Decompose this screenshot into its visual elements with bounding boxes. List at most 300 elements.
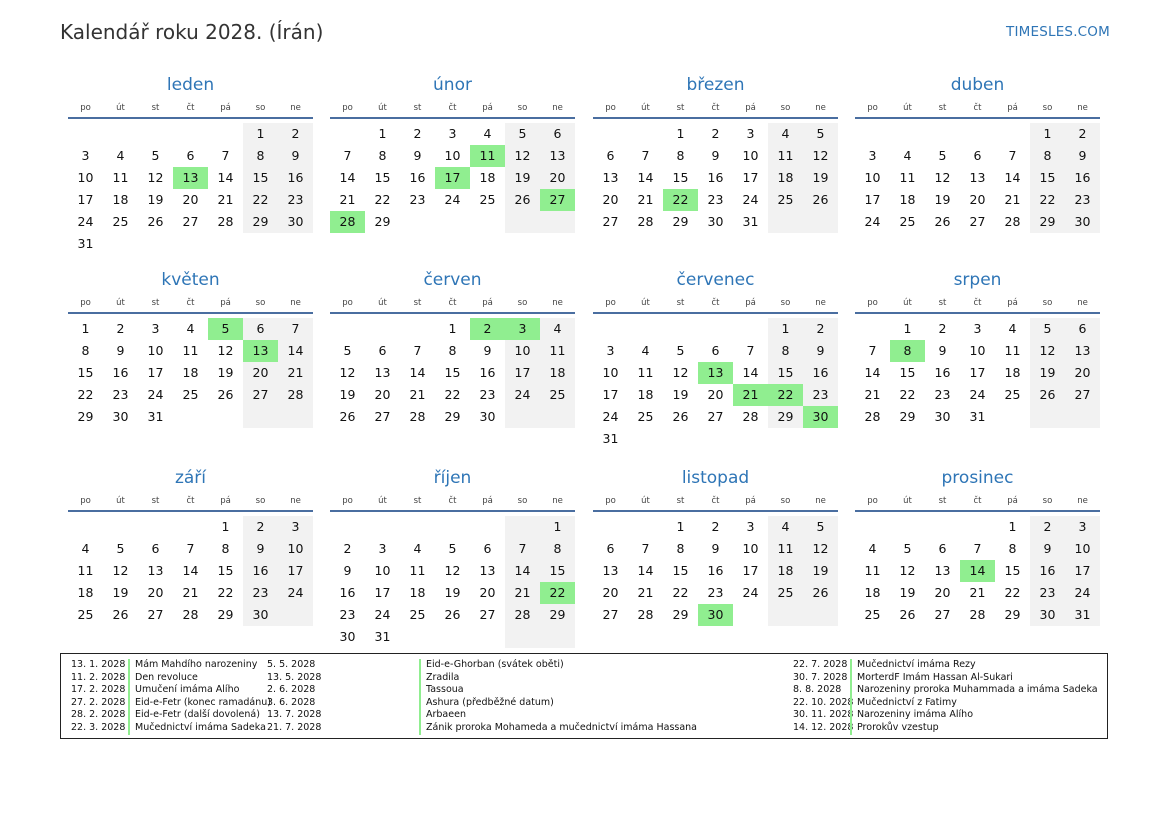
day-cell: 12 [505,145,540,167]
holiday-day-cell: 13 [173,167,208,189]
weekday-label: so [780,496,791,506]
weekday-header [68,100,313,116]
day-cell: 31 [1065,604,1100,626]
day-cell: 10 [742,148,759,163]
month-block [855,467,1100,626]
empty-cell [768,211,803,233]
day-cell: 23 [1030,582,1065,604]
day-cell: 17 [147,365,164,380]
day-cell: 28 [864,409,881,424]
holiday-day-cell: 30 [698,604,733,626]
month-divider [68,117,313,119]
day-cell: 18 [637,387,654,402]
day-cell: 16 [409,170,426,185]
brand-link[interactable]: TIMESLES.COM [1006,24,1110,40]
day-cell: 24 [864,214,881,229]
day-cell: 15 [540,560,575,582]
legend-row [71,684,271,697]
day-cell: 14 [217,170,234,185]
legend-date: 22. 7. 2028 [793,659,848,670]
empty-cell [330,318,365,340]
day-cell: 17 [742,563,759,578]
weekday-label: ne [290,103,301,113]
legend-holiday-name: Zánik proroka Mohameda a mučednictví imáma Hassana [426,721,698,733]
day-cell: 12 [934,170,951,185]
day-cell: 25 [540,384,575,406]
day-cell: 4 [1008,321,1017,336]
day-cell: 7 [221,148,230,163]
day-cell: 7 [413,343,422,358]
day-cell: 28 [637,607,654,622]
day-cell: 8 [378,148,387,163]
day-cell: 16 [1030,560,1065,582]
legend-holiday-name: Umučení imáma Alího [128,684,239,697]
day-cell: 30 [479,409,496,424]
weekday-label: st [938,298,947,308]
empty-cell [628,123,663,145]
day-cell: 12 [672,365,689,380]
day-cell: 2 [1030,516,1065,538]
month-name: září [174,468,207,488]
day-cell: 17 [742,170,759,185]
empty-cell [1030,406,1065,428]
day-cell: 30 [278,211,313,233]
empty-cell [103,516,138,538]
day-cell: 21 [969,585,986,600]
holiday-day-cell: 22 [663,189,698,211]
day-cell: 4 [413,541,422,556]
month-block [68,467,313,626]
empty-cell [365,318,400,340]
day-cell: 1 [81,321,90,336]
empty-cell [138,516,173,538]
day-cell: 17 [864,192,881,207]
day-cell: 27 [969,214,986,229]
weekday-label: čt [973,103,982,113]
day-cell: 9 [1065,145,1100,167]
day-cell: 16 [707,170,724,185]
day-grid [593,516,838,626]
legend-row [71,709,271,722]
day-cell: 14 [278,340,313,362]
legend-row [419,722,697,735]
day-cell: 19 [934,192,951,207]
day-cell: 12 [803,145,838,167]
day-cell: 14 [409,365,426,380]
weekday-label: ne [552,496,563,506]
day-cell: 2 [278,123,313,145]
day-cell: 21 [505,582,540,604]
day-cell: 7 [746,343,755,358]
day-cell: 21 [637,585,654,600]
day-grid [855,318,1100,428]
day-cell: 25 [637,409,654,424]
empty-cell [103,233,138,255]
empty-cell [593,123,628,145]
legend-row [267,697,323,710]
day-cell: 5 [803,516,838,538]
day-cell: 28 [182,607,199,622]
day-cell: 29 [540,604,575,626]
empty-cell [505,406,540,428]
day-cell: 25 [864,607,881,622]
day-cell: 26 [1030,384,1065,406]
day-cell: 12 [803,538,838,560]
weekday-label: pá [745,103,756,113]
day-cell: 11 [77,563,94,578]
day-cell: 25 [768,582,803,604]
day-cell: 5 [903,541,912,556]
legend-holiday-name: Mučednictví imáma Rezy [850,659,976,672]
weekday-header [855,100,1100,116]
holiday-day-cell: 8 [890,340,925,362]
day-cell: 12 [444,563,461,578]
weekday-label: so [780,298,791,308]
day-cell: 18 [899,192,916,207]
legend-row [71,659,271,672]
day-cell: 4 [768,516,803,538]
weekday-label: so [255,496,266,506]
day-cell: 5 [1030,318,1065,340]
day-cell: 19 [339,387,356,402]
day-cell: 11 [768,145,803,167]
month-block [330,74,575,233]
day-cell: 17 [1065,560,1100,582]
day-cell: 8 [1030,145,1065,167]
weekday-label: čt [711,496,720,506]
legend-date: 5. 5. 2028 [267,659,316,670]
month-divider [330,117,575,119]
day-cell: 8 [676,541,685,556]
day-cell: 25 [899,214,916,229]
day-cell: 5 [938,148,947,163]
weekday-label: čt [711,103,720,113]
day-cell: 10 [278,538,313,560]
month-divider [68,312,313,314]
day-cell: 4 [186,321,195,336]
day-cell: 1 [903,321,912,336]
weekday-header [855,493,1100,509]
day-cell: 20 [707,387,724,402]
empty-cell [400,211,435,233]
day-cell: 23 [243,582,278,604]
day-cell: 15 [1030,167,1065,189]
month-block [855,74,1100,233]
day-cell: 10 [969,343,986,358]
weekday-label: čt [973,496,982,506]
day-cell: 23 [934,387,951,402]
legend-row [419,684,697,697]
month-block [855,269,1100,428]
day-cell: 20 [243,362,278,384]
day-cell: 14 [182,563,199,578]
day-cell: 9 [243,538,278,560]
day-cell: 9 [116,343,125,358]
holiday-day-cell: 5 [208,318,243,340]
legend-date: 3. 6. 2028 [267,696,316,708]
day-cell: 28 [409,409,426,424]
holiday-day-cell: 14 [960,560,995,582]
day-cell: 1 [448,321,457,336]
day-cell: 15 [217,563,234,578]
legend-date: 13. 1. 2028 [71,659,126,670]
day-cell: 30 [1065,211,1100,233]
empty-cell [435,211,470,233]
month-block [68,269,313,428]
legend-column-2-names [419,659,697,735]
day-cell: 2 [803,318,838,340]
weekday-label: út [378,298,387,308]
day-cell: 2 [413,126,422,141]
day-cell: 8 [81,343,90,358]
holiday-legend [60,653,1108,739]
legend-date: 11. 2. 2028 [71,671,126,683]
day-cell: 8 [540,538,575,560]
empty-cell [628,428,663,450]
day-cell: 1 [768,318,803,340]
day-cell: 27 [243,384,278,406]
day-cell: 17 [278,560,313,582]
weekday-label: po [80,496,91,506]
empty-cell [173,406,208,428]
legend-row [793,684,1098,697]
legend-holiday-name: Narozeniny proroka Muhammada a imáma Sadeka [850,684,1098,697]
day-cell: 24 [969,387,986,402]
weekday-label: út [378,103,387,113]
day-cell: 3 [278,516,313,538]
day-cell: 10 [147,343,164,358]
day-cell: 10 [505,340,540,362]
weekday-label: po [867,496,878,506]
weekday-label: st [938,496,947,506]
day-cell: 8 [221,541,230,556]
page-title: Kalendář roku 2028. (Írán) [60,20,324,44]
weekday-label: po [342,496,353,506]
day-cell: 20 [182,192,199,207]
day-cell: 26 [217,387,234,402]
day-cell: 23 [479,387,496,402]
empty-cell [243,233,278,255]
weekday-header [593,100,838,116]
legend-row [793,697,1098,710]
legend-holiday-name: Den revoluce [128,672,198,685]
day-cell: 9 [1030,538,1065,560]
weekday-label: čt [973,298,982,308]
day-cell: 6 [938,541,947,556]
day-cell: 26 [147,214,164,229]
day-cell: 22 [444,387,461,402]
legend-row [419,709,697,722]
legend-holiday-name: Ashura (předběžné datum) [426,696,554,708]
day-cell: 13 [147,563,164,578]
day-cell: 1 [243,123,278,145]
day-cell: 20 [147,585,164,600]
day-grid [68,318,313,428]
weekday-header [593,493,838,509]
weekday-header [330,100,575,116]
day-cell: 25 [182,387,199,402]
day-cell: 6 [1065,318,1100,340]
day-cell: 23 [278,189,313,211]
day-cell: 7 [505,538,540,560]
empty-cell [733,428,768,450]
day-cell: 15 [1004,563,1021,578]
day-cell: 2 [938,321,947,336]
empty-cell [890,123,925,145]
weekday-label: ne [815,103,826,113]
day-cell: 26 [803,582,838,604]
day-cell: 26 [112,607,129,622]
day-cell: 18 [540,362,575,384]
day-cell: 16 [803,362,838,384]
day-cell: 11 [768,538,803,560]
day-cell: 17 [505,362,540,384]
empty-cell [855,516,890,538]
day-cell: 21 [182,585,199,600]
day-cell: 28 [969,607,986,622]
day-cell: 4 [641,343,650,358]
legend-row [419,672,697,685]
day-cell: 17 [969,365,986,380]
day-cell: 13 [934,563,951,578]
day-cell: 9 [938,343,947,358]
month-divider [855,312,1100,314]
day-cell: 28 [742,409,759,424]
legend-date: 28. 2. 2028 [71,709,126,721]
weekday-label: pá [1007,298,1018,308]
empty-cell [768,428,803,450]
day-cell: 20 [934,585,951,600]
day-cell: 3 [973,321,982,336]
month-block [330,269,575,428]
day-cell: 10 [602,365,619,380]
weekday-label: so [255,298,266,308]
day-cell: 26 [505,189,540,211]
day-cell: 4 [540,318,575,340]
day-cell: 27 [479,607,496,622]
day-cell: 2 [711,126,720,141]
weekday-label: pá [1007,496,1018,506]
day-cell: 19 [899,585,916,600]
weekday-header [855,295,1100,311]
holiday-day-cell: 13 [243,340,278,362]
legend-row [793,709,1098,722]
weekday-label: st [151,298,160,308]
weekday-label: pá [220,496,231,506]
month-name: leden [166,75,215,95]
day-cell: 3 [151,321,160,336]
weekday-header [68,493,313,509]
day-cell: 16 [339,585,356,600]
day-cell: 22 [1004,585,1021,600]
empty-cell [68,123,103,145]
empty-cell [400,626,435,648]
weekday-label: st [676,298,685,308]
weekday-label: st [676,103,685,113]
empty-cell [925,123,960,145]
day-cell: 11 [899,170,916,185]
empty-cell [995,123,1030,145]
empty-cell [540,406,575,428]
weekday-label: so [517,103,528,113]
day-cell: 9 [278,145,313,167]
day-grid [330,123,575,233]
weekday-label: čt [186,103,195,113]
day-grid [330,516,575,648]
day-cell: 10 [1065,538,1100,560]
empty-cell [505,626,540,648]
day-cell: 24 [374,607,391,622]
empty-cell [330,516,365,538]
holiday-day-cell: 28 [330,211,365,233]
day-cell: 15 [243,167,278,189]
weekday-label: út [903,103,912,113]
weekday-header [68,295,313,311]
legend-date: 14. 12. 2028 [793,721,854,733]
empty-cell [68,516,103,538]
day-cell: 28 [505,604,540,626]
legend-row [793,672,1098,685]
day-cell: 12 [147,170,164,185]
day-cell: 5 [505,123,540,145]
day-cell: 24 [278,582,313,604]
empty-cell [173,516,208,538]
day-cell: 22 [374,192,391,207]
day-cell: 20 [374,387,391,402]
legend-column-2-dates [267,659,323,735]
day-cell: 13 [540,145,575,167]
day-cell: 27 [147,607,164,622]
day-cell: 24 [77,214,94,229]
legend-date: 8. 8. 2028 [793,684,842,696]
day-grid [855,516,1100,626]
day-cell: 11 [637,365,654,380]
day-cell: 5 [343,343,352,358]
weekday-label: ne [1077,103,1088,113]
day-cell: 18 [1004,365,1021,380]
weekday-label: so [517,298,528,308]
weekday-label: út [116,103,125,113]
holiday-day-cell: 3 [505,318,540,340]
legend-date: 21. 7. 2028 [267,721,322,733]
day-cell: 29 [899,409,916,424]
day-cell: 9 [803,340,838,362]
day-cell: 23 [339,607,356,622]
day-cell: 1 [676,126,685,141]
month-divider [855,510,1100,512]
weekday-label: ne [1077,496,1088,506]
weekday-label: út [641,103,650,113]
day-cell: 26 [444,607,461,622]
day-cell: 8 [676,148,685,163]
holiday-day-cell: 21 [733,384,768,406]
day-cell: 15 [374,170,391,185]
day-cell: 12 [339,365,356,380]
day-cell: 30 [243,604,278,626]
day-grid [593,318,838,450]
day-cell: 18 [77,585,94,600]
day-cell: 2 [343,541,352,556]
weekday-label: ne [552,103,563,113]
day-cell: 6 [243,318,278,340]
day-cell: 19 [112,585,129,600]
day-grid [68,516,313,626]
day-cell: 21 [278,362,313,384]
month-block [68,74,313,255]
day-cell: 10 [374,563,391,578]
day-cell: 10 [77,170,94,185]
day-cell: 23 [409,192,426,207]
